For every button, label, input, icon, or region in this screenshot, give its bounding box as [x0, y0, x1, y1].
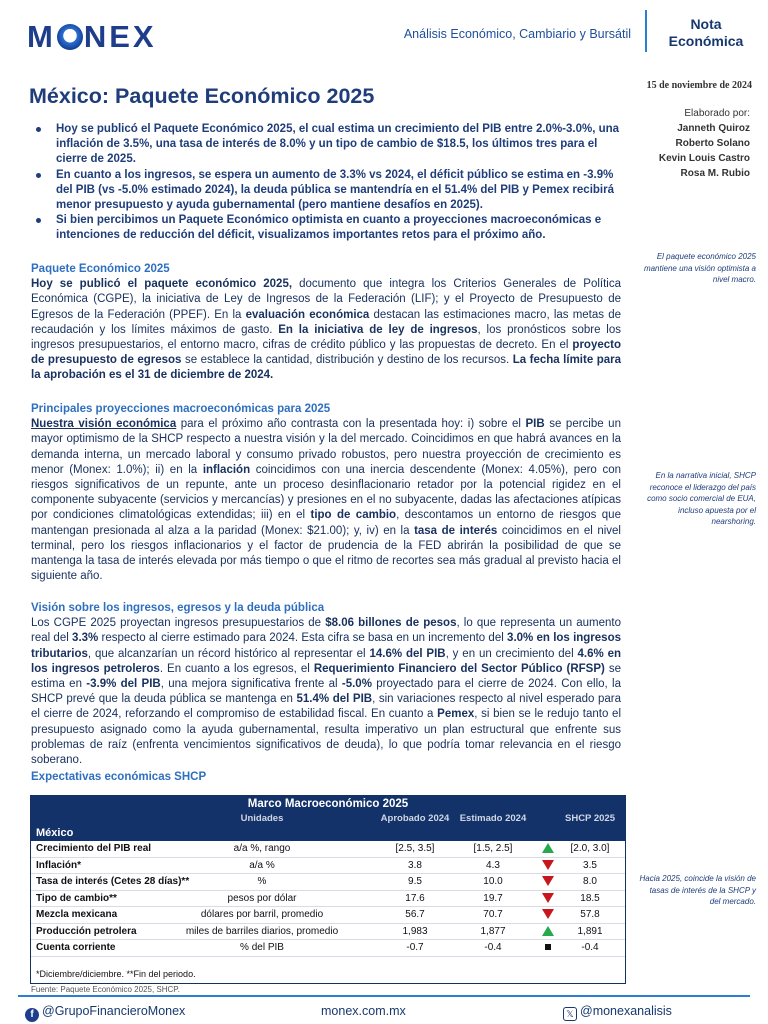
triangle-down-icon: [542, 909, 554, 919]
table-body: [31, 841, 625, 957]
row-estimated: 19.7: [483, 892, 503, 904]
table-row: [31, 940, 625, 957]
row-trend: [533, 858, 563, 875]
row-approved: 3.8: [408, 859, 422, 871]
row-estimated: -0.4: [484, 942, 502, 953]
footer-facebook[interactable]: [25, 1004, 185, 1022]
row-shcp: 57.8: [580, 909, 600, 920]
row-unit: % del PIB: [240, 942, 284, 953]
row-name: Producción petrolera: [36, 925, 137, 937]
column-header: Unidades: [240, 813, 284, 824]
summary-bullets: [56, 122, 620, 244]
section-title: Paquete Económico 2025: [31, 263, 170, 275]
doc-type-line1: Nota: [690, 16, 722, 32]
table-title: Marco Macroeconómico 2025: [31, 796, 625, 812]
header-divider: [645, 10, 647, 52]
row-estimated: 4.3: [486, 859, 500, 871]
section-paquete: [31, 262, 621, 384]
footer-website[interactable]: monex.com.mx: [321, 1004, 406, 1018]
facebook-handle: @GrupoFinancieroMonex: [42, 1004, 186, 1018]
summary-bullet: Hoy se publicó el Paquete Económico 2025, el cual estima un crecimiento del PIB entre 2.0%-3.0%, una inflación de 3.5%, una tasa de interés de 8.0% y un tipo de cambio de $18.5, los últimos tres para el cierre de 2025.: [56, 122, 620, 168]
section-ingresos: [31, 601, 621, 768]
row-estimated: 1,877: [480, 925, 506, 937]
row-estimated: [1.5, 2.5]: [473, 843, 513, 854]
x-logo-icon: 𝕏: [563, 1007, 577, 1021]
table-row: [31, 858, 625, 875]
side-note: En la narrativa inicial, SHCP reconoce el liderazgo del país como socio comercial de EUA, incluso apuesta por el nearshoring.: [647, 471, 756, 526]
row-approved: -0.7: [406, 942, 424, 953]
table-group-label: México: [31, 825, 625, 841]
macro-table: [30, 795, 626, 984]
row-approved: 1,983: [402, 925, 428, 937]
triangle-down-icon: [542, 893, 554, 903]
side-note: El paquete económico 2025 mantiene una visión optimista a nivel macro.: [643, 252, 756, 284]
section-title: Principales proyecciones macroeconómicas para 2025: [31, 403, 331, 415]
row-name: Cuenta corriente: [36, 942, 116, 953]
row-shcp: 8.0: [583, 876, 597, 887]
column-header: Aprobado 2024: [380, 813, 450, 824]
row-name: Inflación*: [36, 859, 82, 871]
row-shcp: -0.4: [581, 942, 599, 953]
authors-block: [659, 106, 750, 181]
authors-label: Elaborado por:: [684, 108, 750, 119]
facebook-icon: f: [25, 1008, 39, 1022]
row-name: Mezcla mexicana: [36, 909, 118, 920]
row-unit: a/a %: [249, 859, 275, 871]
row-trend: [533, 924, 563, 941]
section-body: Los CGPE 2025 proyectan ingresos presupuestarios de $8.06 billones de pesos, lo que representa un aumento real del 3.3% respecto al cierre estimado para 2024. Esta cifra se basa en un incremento del 3.0% en los ingresos tributarios, que alcanzarían un récord histórico al representar el 14.6% del PIB, y en un crecimiento del 4.6% en los ingresos petroleros. En cuanto a los egresos, el Requerimiento Financiero del Sector Público (RFSP) se estima en -3.9% del PIB, una mejora significativa frente al -5.0% proyectado para el cierre de 2024. Con ello, la SHCP prevé que la deuda pública se mantenga en 51.4% del PIB, sin variaciones respecto al nivel esperado para el cierre de 2024, reforzando el compromiso de estabilidad fiscal. En cuanto a Pemex, si bien se le redujo tanto el presupuesto asignado como la ayuda gubernamental, resulta imperativo un plan estructural que enfrente sus problemas de raíz (enfrenta vencimientos significativos de deuda), lo que podría tomar relevancia en el riesgo soberano.: [31, 617, 622, 767]
triangle-down-icon: [542, 860, 554, 870]
section-body: Nuestra visión económica para el próximo año contrasta con la presentada hoy: i) sobre el PIB se percibe un mayor optimismo de la SHCP respecto a nuestra visión y la del mercado. Coincidimos en que habrá avances en la demanda interna, un mercado laboral y consumo privado robustos, pero nuestra proyección de crecimiento es menor (Monex: 1.0%); ii) en la inflación coincidimos con una inercia descendente (Monex: 4.05%), pero con riesgos significativos de un repunte, ante un proceso desinflacionario retador por la potencial rigidez en el componente subyacente (servicios y mercancías) y presiones en el no subyacente, dadas las afectaciones atípicas por condiciones climatológicas extendidas; iii) en el tipo de cambio, descontamos un entorno de riesgos que mantengan presionada al alza a la paridad (Monex: $21.00); y, iv) en la tasa de interés coincidimos en el nivel terminal, pero los riesgos inflacionarios y el factor de prudencia de la FED abrirán la posibilidad de que se mantenga la tasa de interés elevada por más tiempo o que el ritmo de recortes sea más gradual al previsto hacia el siguiente año.: [31, 418, 621, 583]
table-note: *Diciembre/diciembre. **Fin del periodo.: [36, 969, 196, 979]
row-trend: [533, 891, 563, 908]
publication-date: 15 de noviembre de 2024: [646, 80, 752, 91]
x-handle: @monexanalisis: [580, 1004, 672, 1018]
row-name: Tasa de interés (Cetes 28 días)**: [36, 876, 190, 887]
row-trend: [533, 940, 563, 957]
page-title: México: Paquete Económico 2025: [29, 84, 375, 108]
row-approved: [2.5, 3.5]: [395, 843, 435, 854]
monex-logo: M NEX: [27, 19, 157, 54]
triangle-up-icon: [542, 843, 554, 853]
triangle-down-icon: [542, 876, 554, 886]
column-header: SHCP 2025: [565, 813, 615, 824]
row-approved: 17.6: [405, 892, 425, 904]
author-name: Janneth Quiroz: [677, 123, 750, 134]
row-shcp: 1,891: [577, 925, 603, 937]
column-header: Estimado 2024: [459, 813, 527, 824]
author-name: Rosa M. Rubio: [680, 168, 750, 179]
summary-bullet: Si bien percibimos un Paquete Económico optimista en cuanto a proyecciones macroeconómicas e intenciones de reducción del déficit, visualizamos importantes retos para el próximo año.: [56, 213, 620, 243]
author-name: Roberto Solano: [675, 138, 750, 149]
row-name: Crecimiento del PIB real: [36, 843, 152, 854]
triangle-up-icon: [542, 926, 554, 936]
table-header-row: [31, 812, 625, 825]
summary-bullet: En cuanto a los ingresos, se espera un aumento de 3.3% vs 2024, el déficit público se estima en -3.9% del PIB (vs -5.0% estimado 2024), la deuda pública se mantendría en el 51.4% del PIB y Pemex recibirá menor presupuesto y ayuda gubernamental (pero mantiene desafíos en 2025).: [56, 168, 620, 214]
row-shcp: 3.5: [583, 859, 597, 871]
section-proyecciones: [31, 402, 621, 584]
row-estimated: 70.7: [483, 909, 503, 920]
table-row: [31, 907, 625, 924]
square-icon: [545, 944, 551, 950]
nuestra-vision-link[interactable]: Nuestra visión económica: [31, 418, 177, 431]
row-approved: 9.5: [408, 876, 422, 887]
table-source: Fuente: Paquete Económico 2025, SHCP.: [31, 985, 180, 994]
row-unit: %: [257, 876, 267, 887]
row-trend: [533, 874, 563, 891]
table-row: [31, 874, 625, 891]
author-name: Kevin Louis Castro: [658, 153, 750, 164]
table-row: [31, 891, 625, 908]
header-subtitle: Análisis Económico, Cambiario y Bursátil: [403, 27, 631, 41]
side-note: Hacia 2025, coincide la visión de tasas de interés de la SHCP y del mercado.: [639, 874, 756, 906]
row-trend: [533, 907, 563, 924]
section-title: Visión sobre los ingresos, egresos y la deuda pública: [31, 602, 325, 614]
footer-x[interactable]: [563, 1004, 672, 1021]
row-shcp: [2.0, 3.0]: [570, 843, 610, 854]
table-section-title: Expectativas económicas SHCP: [31, 771, 207, 783]
document-type: [652, 16, 760, 50]
row-name: Tipo de cambio**: [36, 892, 117, 904]
row-approved: 56.7: [405, 909, 425, 920]
row-unit: miles de barriles diarios, promedio: [185, 925, 339, 937]
row-shcp: 18.5: [580, 892, 600, 904]
row-unit: dólares por barril, promedio: [200, 909, 324, 920]
doc-type-line2: Económica: [668, 33, 744, 49]
footer-divider: [18, 995, 750, 997]
row-trend: [533, 841, 563, 858]
row-unit: pesos por dólar: [227, 892, 297, 904]
row-unit: a/a %, rango: [233, 843, 291, 854]
row-estimated: 10.0: [483, 876, 503, 887]
table-row: [31, 924, 625, 941]
section-body: Hoy se publicó el paquete económico 2025, documento que integra los Criterios Generales de Política Económica (CGPE), la iniciativa de Ley de Ingresos de la Federación (LIF); y el Proyecto de Presupuesto de Egresos de la Federación (PPEF). En la evaluación económica destacan las estimaciones macro, las metas de recaudación y los límites máximos de gasto. En la iniciativa de ley de ingresos, los pronósticos sobre los ingresos presupuestarios, el entorno macro, cifras de crédito público y las propuestas de decreto. En el proyecto de presupuesto de egresos se establece la cantidad, distribución y destino de los recursos. La fecha límite para la aprobación es el 31 de diciembre de 2024.: [31, 278, 622, 382]
logo-o-icon: [57, 24, 83, 50]
table-row: [31, 841, 625, 858]
